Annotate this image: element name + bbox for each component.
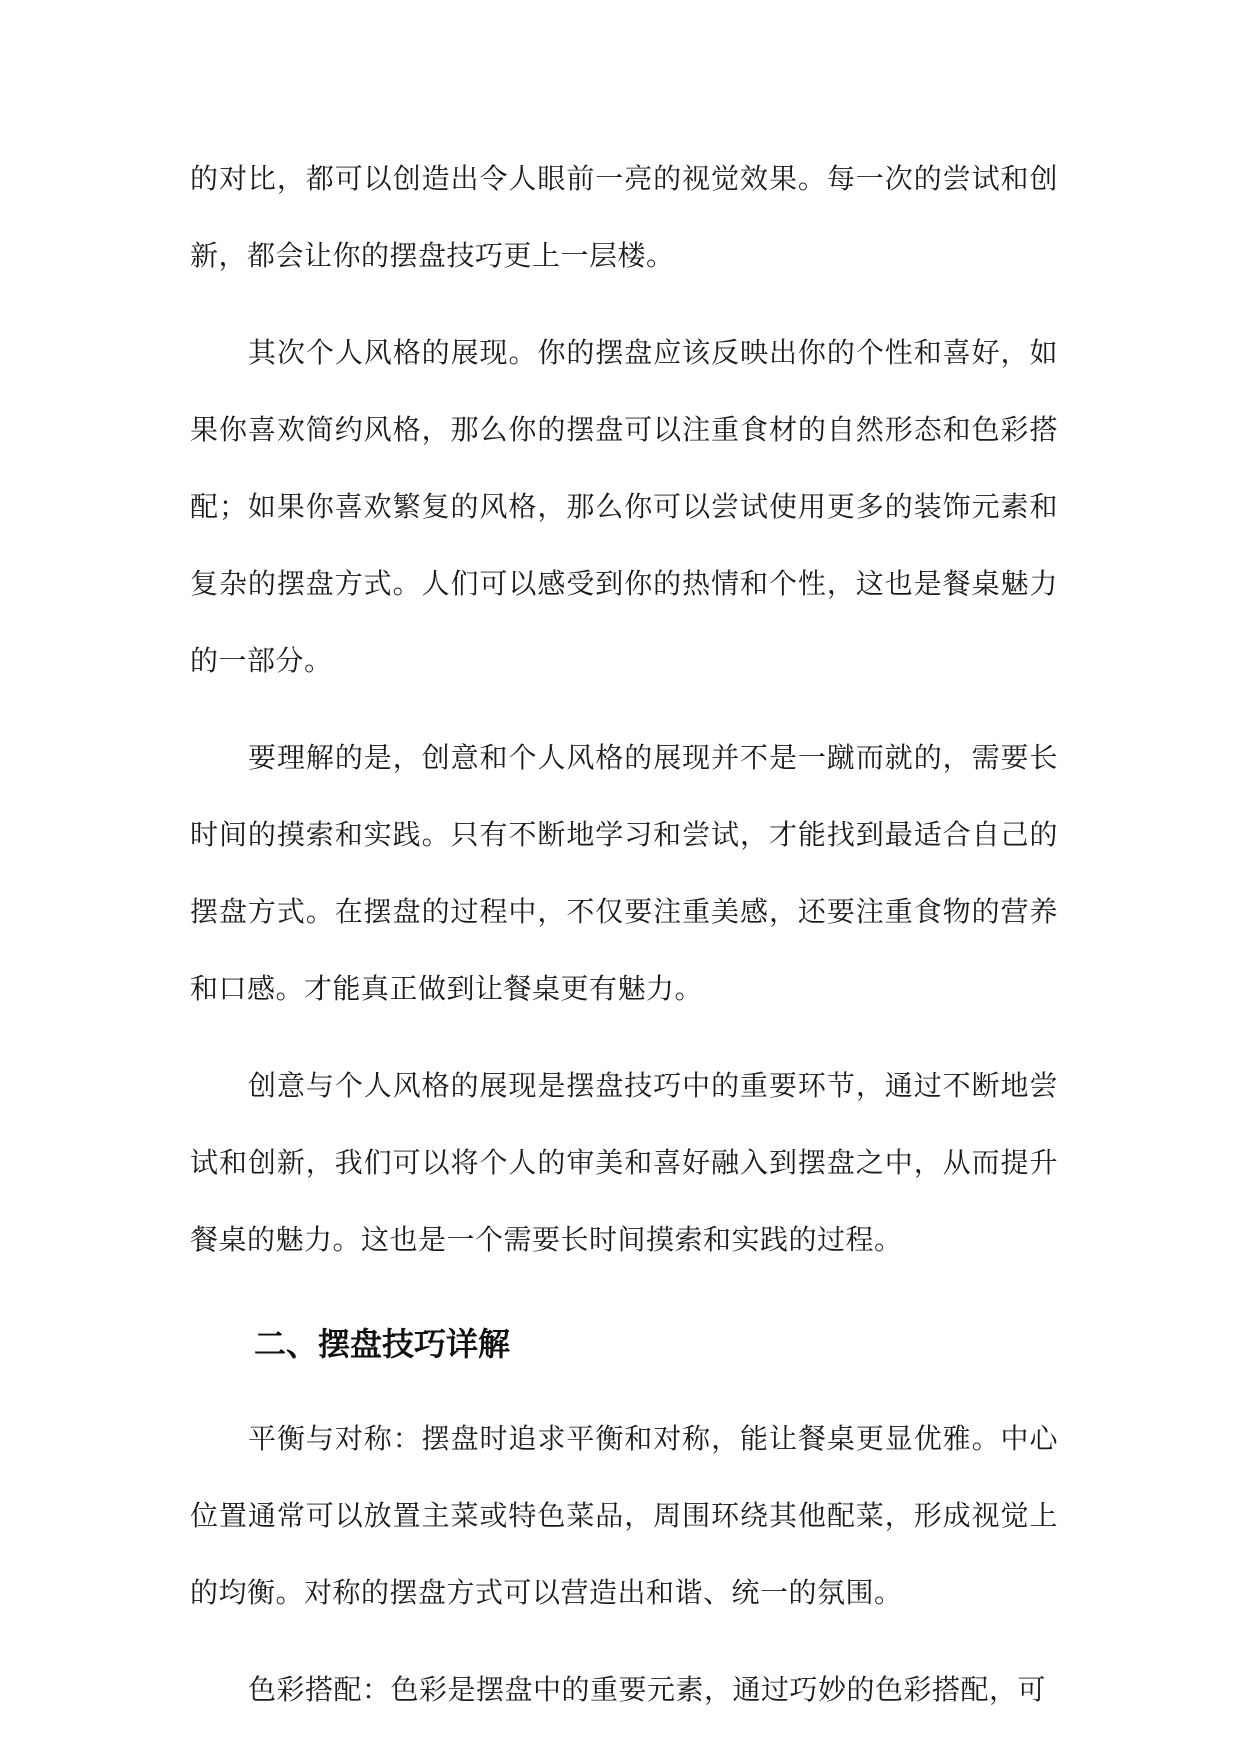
paragraph-continuation: 的对比，都可以创造出令人眼前一亮的视觉效果。每一次的尝试和创新，都会让你的摆盘技巧更上一层楼。 [190, 162, 1058, 272]
section-heading: 二、摆盘技巧详解 [254, 1325, 511, 1363]
paragraph-personal-style: 其次个人风格的展现。你的摆盘应该反映出你的个性和喜好，如果你喜欢简约风格，那么你的摆盘可以注重食材的自然形态和色彩搭配；如果你喜欢繁复的风格，那么你可以尝试使用更多的装饰元素和复杂的摆盘方式。人们可以感受到你的热情和个性，这也是餐桌魅力的一部分。 [190, 336, 1058, 677]
paragraph-summary: 创意与个人风格的展现是摆盘技巧中的重要环节，通过不断地尝试和创新，我们可以将个人的审美和喜好融入到摆盘之中，从而提升餐桌的魅力。这也是一个需要长时间摸索和实践的过程。 [190, 1069, 1058, 1256]
paragraph-understanding: 要理解的是，创意和个人风格的展现并不是一蹴而就的，需要长时间的摸索和实践。只有不断地学习和尝试，才能找到最适合自己的摆盘方式。在摆盘的过程中，不仅要注重美感，还要注重食物的营养和口感。才能真正做到让餐桌更有魅力。 [190, 741, 1058, 1005]
paragraph-color-matching: 色彩搭配：色彩是摆盘中的重要元素，通过巧妙的色彩搭配，可 [248, 1673, 1047, 1706]
paragraph-balance-symmetry: 平衡与对称：摆盘时追求平衡和对称，能让餐桌更显优雅。中心位置通常可以放置主菜或特色菜品，周围环绕其他配菜，形成视觉上的均衡。对称的摆盘方式可以营造出和谐、统一的氛围。 [190, 1422, 1058, 1609]
document-body [190, 140, 1058, 1748]
